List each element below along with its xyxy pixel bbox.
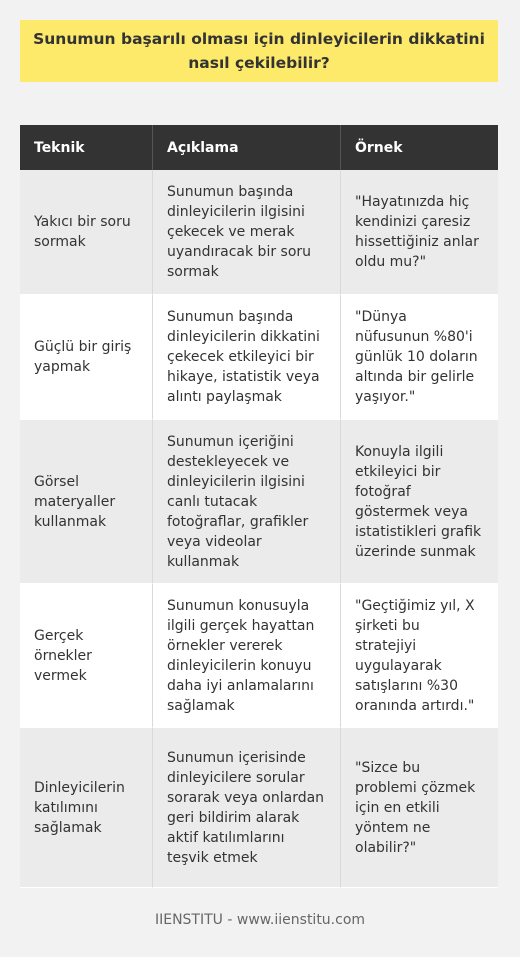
column-header-teknik: Teknik xyxy=(20,125,152,170)
cell-teknik: Görsel materyaller kullanmak xyxy=(20,420,152,584)
table-row xyxy=(20,170,498,295)
cell-teknik: Dinleyicilerin katılımını sağlamak xyxy=(20,728,152,888)
cell-aciklama: Sunumun içerisinde dinleyicilere sorular sorarak veya onlardan geri bildirim alarak aktif katılımlarını teşvik etmek xyxy=(152,728,340,888)
cell-teknik: Gerçek örnekler vermek xyxy=(20,584,152,728)
cell-teknik: Güçlü bir giriş yapmak xyxy=(20,295,152,420)
table-row xyxy=(20,584,498,728)
cell-aciklama: Sunumun başında dinleyicilerin dikkatini çekecek etkileyici bir hikaye, istatistik veya alıntı paylaşmak xyxy=(152,295,340,420)
cell-aciklama: Sunumun başında dinleyicilerin ilgisini çekecek ve merak uyandıracak bir soru sormak xyxy=(152,170,340,295)
techniques-table xyxy=(20,125,498,888)
cell-teknik: Yakıcı bir soru sormak xyxy=(20,170,152,295)
cell-ornek: "Sizce bu problemi çözmek için en etkili yöntem ne olabilir?" xyxy=(340,728,498,888)
column-header-ornek: Örnek xyxy=(340,125,498,170)
table-row xyxy=(20,728,498,888)
table-row xyxy=(20,295,498,420)
cell-ornek: "Geçtiğimiz yıl, X şirketi bu stratejiyi uygulayarak satışlarını %30 oranında artırdı." xyxy=(340,584,498,728)
column-header-aciklama: Açıklama xyxy=(152,125,340,170)
cell-aciklama: Sunumun içeriğini destekleyecek ve dinleyicilerin ilgisini canlı tutacak fotoğraflar, grafikler veya videolar kullanmak xyxy=(152,420,340,584)
table-header-row xyxy=(20,125,498,170)
cell-ornek: Konuyla ilgili etkileyici bir fotoğraf göstermek veya istatistikleri grafik üzerinde sunmak xyxy=(340,420,498,584)
cell-ornek: "Dünya nüfusunun %80'i günlük 10 doların altında bir gelirle yaşıyor." xyxy=(340,295,498,420)
table-row xyxy=(20,420,498,584)
page-title: Sunumun başarılı olması için dinleyicilerin dikkatini nasıl çekilebilir? xyxy=(20,20,498,82)
cell-ornek: "Hayatınızda hiç kendinizi çaresiz hissettiğiniz anlar oldu mu?" xyxy=(340,170,498,295)
footer-credit: IIENSTITU - www.iienstitu.com xyxy=(154,912,366,928)
cell-aciklama: Sunumun konusuyla ilgili gerçek hayattan örnekler vererek dinleyicilerin konuyu daha iyi anlamalarını sağlamak xyxy=(152,584,340,728)
